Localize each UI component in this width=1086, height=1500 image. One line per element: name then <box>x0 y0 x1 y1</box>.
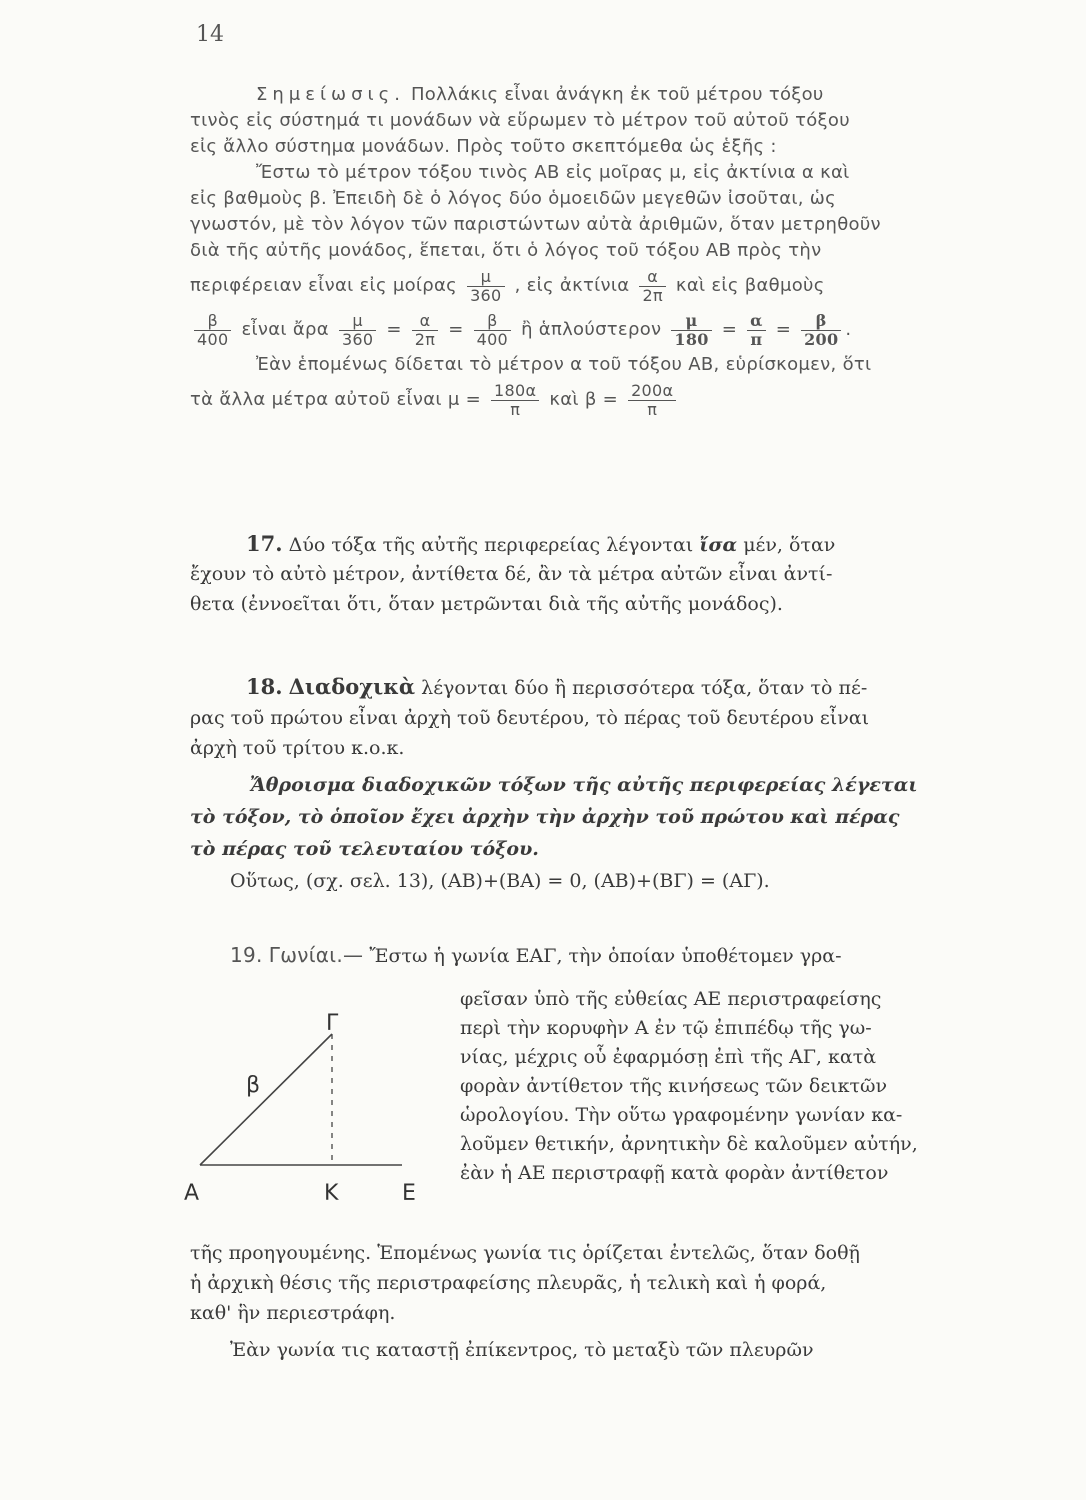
beta-label: β <box>246 1073 261 1098</box>
sec19-full-line: τῆς προηγουμένης. Ἑπομένως γωνία τις ὁρίζεται ἐντελῶς, ὅταν δοθῇ <box>190 1242 860 1264</box>
point-K-label: Κ <box>324 1181 339 1206</box>
sec18-line-2: ρας τοῦ πρώτου εἶναι ἀρχὴ τοῦ δευτέρου, τὸ πέρας τοῦ δευτέρου εἶναι <box>190 707 870 729</box>
fraction-a-2pi <box>639 268 665 305</box>
fraction-b-400 <box>194 312 231 349</box>
fraction-200a-pi <box>628 382 676 419</box>
fraction-a-pi <box>747 312 766 349</box>
denominator: π <box>647 399 658 419</box>
text: , εἰς ἀκτίνια <box>514 275 630 296</box>
sec19-col-line: περὶ τὴν κορυφὴν Α ἐν τῷ ἐπιπέδῳ τῆς γω- <box>460 1017 872 1039</box>
note-line-5: εἰς βαθμοὺς β. Ἐπειδὴ δὲ ὁ λόγος δύο ὁμοειδῶν μεγεθῶν ἰσοῦται, ὡς <box>190 188 837 209</box>
sec18-definition-3: τὸ πέρας τοῦ τελευταίου τόξου. <box>190 838 539 860</box>
term: ἴσα <box>699 534 738 556</box>
text: εἶναι ἄρα <box>241 319 329 340</box>
numerator: β <box>801 312 841 331</box>
section-number: 17. <box>246 531 283 556</box>
numerator: μ <box>467 268 504 287</box>
numerator: 200α <box>628 382 676 401</box>
line-AG <box>200 1034 332 1165</box>
fraction-a-2pi <box>412 312 438 349</box>
term: Διαδοχικὰ <box>288 674 416 699</box>
sec18-definition-2: τὸ τόξον, τὸ ὁποῖον ἔχει ἀρχὴν τὴν ἀρχὴν τοῦ πρώτου καὶ πέρας <box>190 806 900 828</box>
sec19-full-line: ἡ ἀρχικὴ θέσις τῆς περιστραφείσης πλευρᾶς, ἡ τελικὴ καὶ ἡ φορά, <box>190 1272 827 1294</box>
section-19-continuation <box>190 1238 1052 1368</box>
numerator: μ <box>671 312 711 331</box>
page-number: 14 <box>196 22 224 47</box>
text: καὶ εἰς βαθμοὺς <box>675 275 825 296</box>
note-line-3: εἰς ἄλλο σύστημα μονάδων. Πρὸς τοῦτο σκεπτόμεθα ὡς ἑξῆς : <box>190 136 777 157</box>
note-line-11 <box>190 378 1052 422</box>
sec17-line-2: ἔχουν τὸ αὐτὸ μέτρον, ἀντίθετα δέ, ἂν τὰ μέτρα αὐτῶν εἶναι ἀντί- <box>190 563 833 585</box>
numerator: α <box>639 268 665 287</box>
sec18-line-3: ἀρχὴ τοῦ τρίτου κ.ο.κ. <box>190 737 405 759</box>
note-line-8 <box>190 264 1052 308</box>
angle-diagram <box>180 1010 460 1220</box>
fraction-mu-360 <box>467 268 504 305</box>
numerator: α <box>747 312 766 331</box>
section-19-column <box>460 985 1052 1188</box>
fraction-b-400 <box>474 312 511 349</box>
note-line-4: Ἔστω τὸ μέτρον τόξου τινὸς ΑΒ εἰς μοῖρας μ, εἰς ἀκτίνια α καὶ <box>256 162 850 183</box>
sec19-col-line: φορὰν ἀντίθετον τῆς κινήσεως τῶν δεικτῶν <box>460 1075 888 1097</box>
sec19-col-line: ὡρολογίου. Τὴν οὕτω γραφομένην γωνίαν κα- <box>460 1104 903 1126</box>
text: λέγονται δύο ἢ περισσότερα τόξα, ὅταν τὸ πέ- <box>421 677 868 699</box>
section-number: 19. <box>230 943 263 967</box>
text: Ἔστω ἡ γωνία ΕΑΓ, τὴν ὁποίαν ὑποθέτομεν γρα- <box>369 945 842 967</box>
sec17-line-3: θετα (ἐννοεῖται ὅτι, ὅταν μετρῶνται διὰ τῆς αὐτῆς μονάδος). <box>190 593 783 615</box>
fraction-180a-pi <box>491 382 539 419</box>
sec17-line-1 <box>190 530 1052 559</box>
sec19-line-1 <box>190 940 1052 971</box>
numerator: μ <box>339 312 376 331</box>
denominator: π <box>510 399 521 419</box>
note-line-10: Ἐὰν ἑπομένως δίδεται τὸ μέτρον α τοῦ τόξου ΑΒ, εὑρίσκομεν, ὅτι <box>256 354 872 375</box>
denominator: 360 <box>341 329 374 349</box>
section-18 <box>190 672 1052 897</box>
denominator: 180 <box>674 329 709 349</box>
denominator: 2π <box>642 285 663 305</box>
sec19-col-line: λοῦμεν θετικήν, ἀρνητικὴν δὲ καλοῦμεν αὐτήν, <box>460 1133 918 1155</box>
numerator: β <box>474 312 511 331</box>
note-line-9: $\frac{\beta}{400}$ εἶναι ἄρα $\frac{\mu}{360}$ = $\frac{\alpha}{2\pi}$ = $\frac{\beta}{400}$ ἢ ἁπλούστερον $\frac{\mu}{180}$ = $\frac{\alpha}{\pi}$ = $\frac{\beta}{200}$ . <box>190 308 1052 352</box>
denominator: 360 <box>470 285 502 305</box>
point-E-label: Ε <box>402 1181 416 1206</box>
sec18-example: Οὕτως, (σχ. σελ. 13), (ΑΒ)+(ΒΑ) = 0, (ΑΒ)+(ΒΓ) = (ΑΓ). <box>230 870 770 892</box>
numerator: α <box>412 312 438 331</box>
numerator: 180α <box>491 382 539 401</box>
sec19-col-line: ἐὰν ἡ ΑΕ περιστραφῇ κατὰ φορὰν ἀντίθετον <box>460 1162 889 1184</box>
denominator: 400 <box>197 329 229 349</box>
sec19-full-line: Ἐὰν γωνία τις καταστῇ ἐπίκεντρος, τὸ μεταξὺ τῶν πλευρῶν <box>230 1339 814 1361</box>
denominator: 200 <box>804 329 839 349</box>
denominator: 2π <box>414 329 436 349</box>
note-title: Σημείωσις. <box>256 84 405 105</box>
point-G-label: Γ <box>326 1011 339 1036</box>
text: περιφέρειαν εἶναι εἰς μοίρας <box>190 275 458 296</box>
text: Δύο τόξα τῆς αὐτῆς περιφερείας λέγονται <box>288 534 694 556</box>
note-line-2: τινὸς εἰς σύστημά τι μονάδων νὰ εὕρωμεν τὸ μέτρον τοῦ αὐτοῦ τόξου <box>190 110 850 131</box>
text: τὰ ἄλλα μέτρα αὐτοῦ εἶναι μ = <box>190 389 481 410</box>
text: καὶ β = <box>549 389 619 410</box>
note-text: Πολλάκις εἶναι ἀνάγκη ἐκ τοῦ μέτρου τόξου <box>410 84 824 105</box>
denominator: 400 <box>476 329 509 349</box>
section-title: Γωνίαι.— <box>268 943 364 967</box>
text: ἢ ἁπλούστερον <box>521 319 662 340</box>
note-line-7: διὰ τῆς αὐτῆς μονάδος, ἕπεται, ὅτι ὁ λόγος τοῦ τόξου ΑΒ πρὸς τὴν <box>190 240 822 261</box>
sec18-definition-1: Ἄθροισμα διαδοχικῶν τόξων τῆς αὐτῆς περιφερείας λέγεται <box>250 774 918 796</box>
note-line-1 <box>190 82 1052 108</box>
sec18-line-1 <box>190 672 1052 703</box>
section-number: 18. <box>246 674 283 699</box>
denominator: π <box>750 329 763 349</box>
fraction-b-200 <box>801 312 841 349</box>
sec19-col-line: φεῖσαν ὑπὸ τῆς εὐθείας ΑΕ περιστραφείσης <box>460 988 882 1010</box>
fraction-mu-360 <box>339 312 376 349</box>
fraction-mu-180 <box>671 312 711 349</box>
sec19-full-line: καθ' ἣν περιεστράφη. <box>190 1302 396 1324</box>
note-line-6: γνωστόν, μὲ τὸν λόγον τῶν παριστώντων αὐτὰ ἀριθμῶν, ὅταν μετρηθοῦν <box>190 214 881 235</box>
vertex-A-label: Α <box>184 1181 200 1206</box>
numerator: β <box>194 312 231 331</box>
text: μέν, ὅταν <box>743 534 836 556</box>
section-17 <box>190 530 1052 619</box>
sec19-col-line: νίας, μέχρις οὗ ἐφαρμόσῃ ἐπὶ τῆς ΑΓ, κατὰ <box>460 1046 877 1068</box>
section-19-heading <box>190 940 1052 971</box>
note-block <box>190 82 1052 422</box>
